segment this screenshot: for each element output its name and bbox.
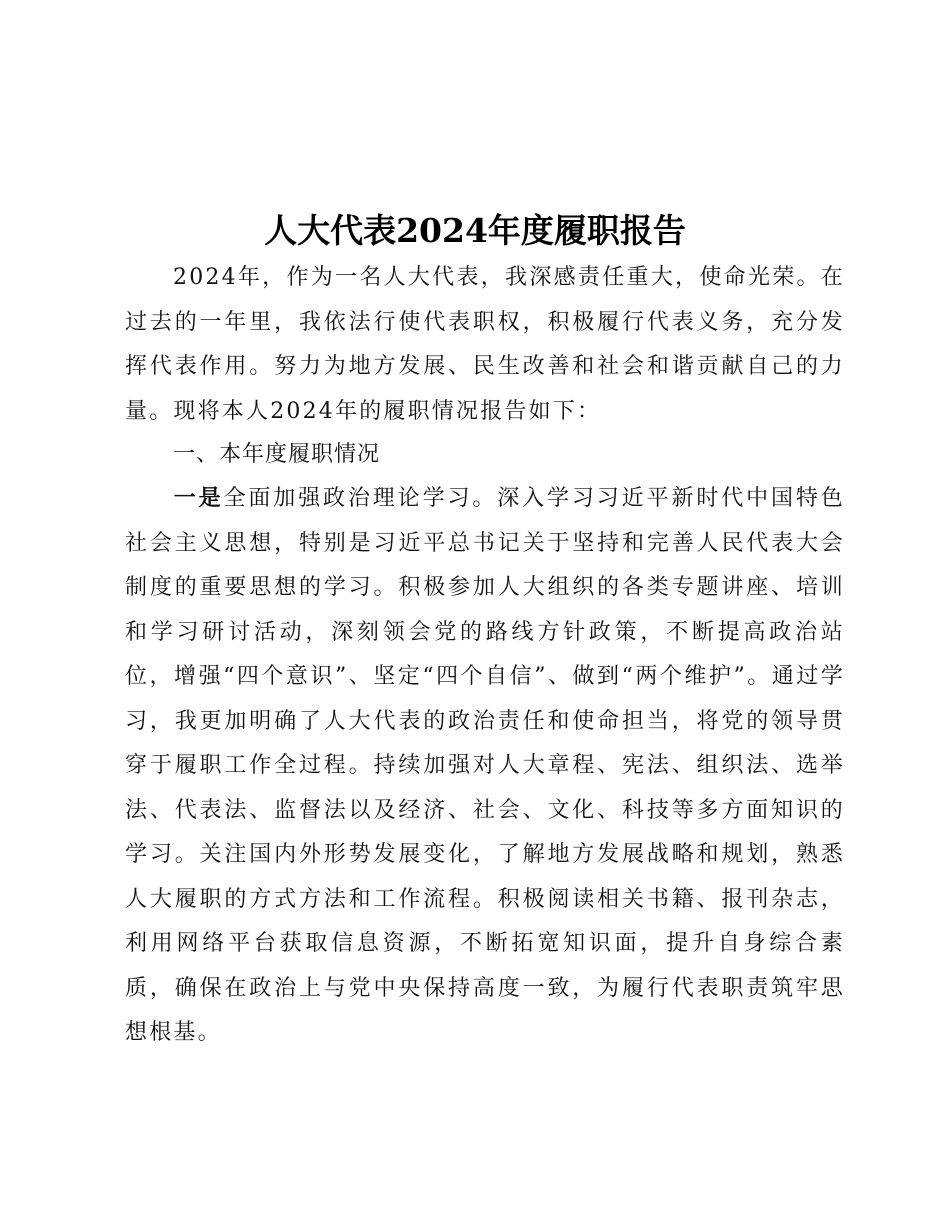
intro-paragraph	[125, 256, 845, 434]
section-heading: 一、本年度履职情况	[173, 442, 381, 467]
point-one-text: 全面加强政治理论学习。深入学习习近平新时代中国特色社会主义思想，特别是习近平总书记关于坚持和完善人民代表大会制度的重要思想的学习。积极参加人大组织的各类专题讲座、培训和学习研讨活动，深刻领会党的路线方针政策，不断提高政治站位，增强“四个意识”、坚定“四个自信”、做到“两个维护”。通过学习，我更加明确了人大代表的政治责任和使命担当，将党的领导贯穿于履职工作全过程。持续加强对人大章程、宪法、组织法、选举法、代表法、监督法以及经济、社会、文化、科技等多方面知识的学习。关注国内外形势发展变化，了解地方发展战略和规划，熟悉人大履职的方式方法和工作流程。积极阅读相关书籍、报刊杂志，利用网络平台获取信息资源，不断拓宽知识面，提升自身综合素质，确保在政治上与党中央保持高度一致，为履行代表职责筑牢思想根基。	[125, 486, 845, 1045]
point-one-paragraph	[125, 477, 845, 1056]
intro-paragraph-text: 2024年，作为一名人大代表，我深感责任重大，使命光荣。在过去的一年里，我依法行使代表职权，积极履行代表义务，充分发挥代表作用。努力为地方发展、民生改善和社会和谐贡献自己的力量。现将本人2024年的履职情况报告如下：	[125, 265, 845, 424]
document-title: 人大代表2024年度履职报告	[264, 211, 686, 250]
point-one-lead: 一是	[173, 486, 224, 511]
